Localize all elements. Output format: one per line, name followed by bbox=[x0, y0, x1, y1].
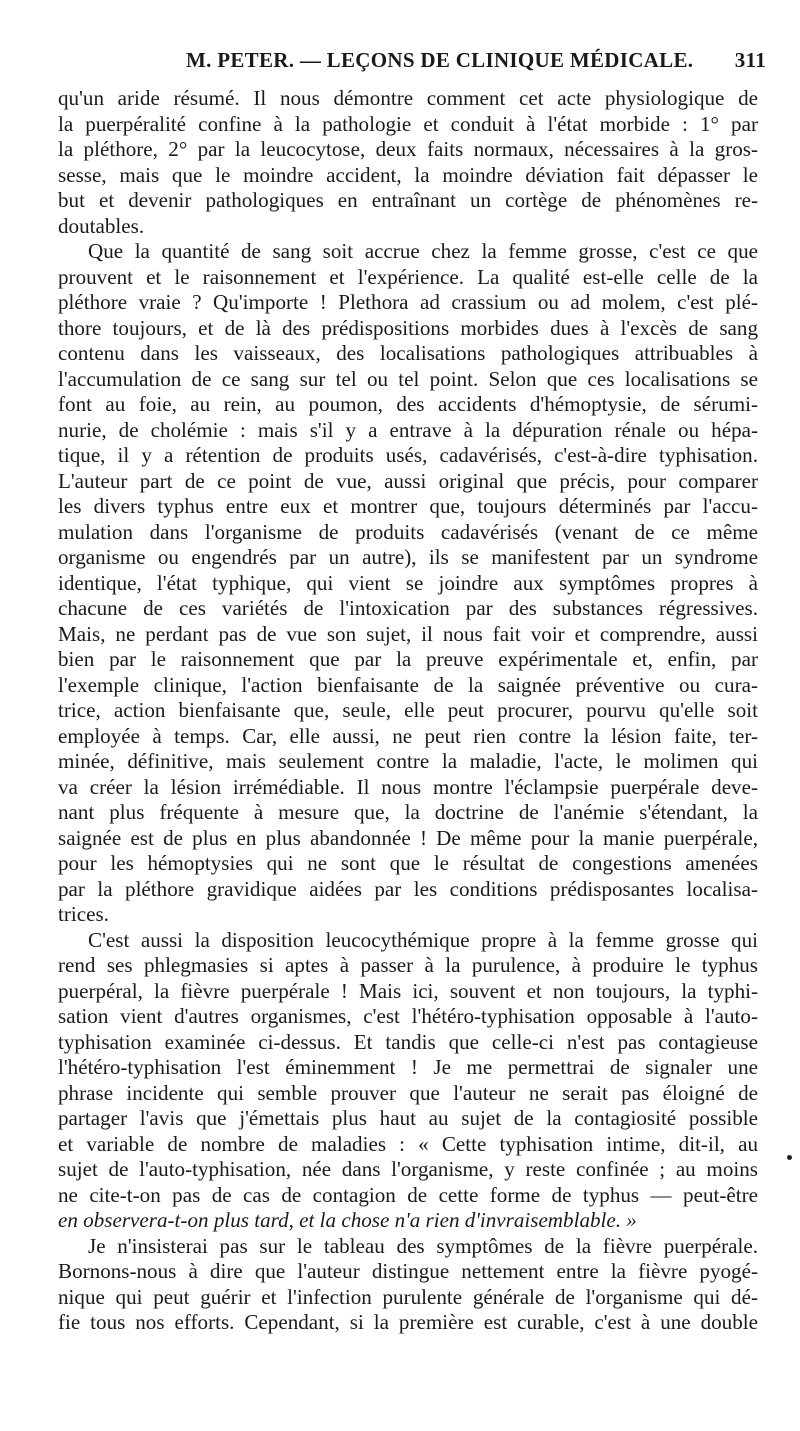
text-line: et variable de nombre de maladies : « Cette typhisation intime, dit-il, au bbox=[58, 1131, 758, 1156]
margin-ink-dot bbox=[787, 1155, 792, 1160]
text-line: bien par le raisonnement que par la preuve expérimentale et, enfin, par bbox=[58, 647, 758, 671]
running-header bbox=[58, 48, 766, 78]
text-line: l'accumulation de ce sang sur tel ou tel point. Selon que ces localisations se bbox=[58, 366, 758, 391]
text-line: partager l'avis que j'émettais plus haut au sujet de la contagiosité possible bbox=[58, 1106, 758, 1130]
text-line: trices. bbox=[58, 902, 109, 926]
text-line: Bornons-nous à dire que l'auteur distingue nettement entre la fièvre pyogé- bbox=[58, 1259, 758, 1283]
text-line: en observera-t-on plus tard, et la chose n'a rien d'invraisemblable. » bbox=[58, 1208, 637, 1232]
text-line: la pléthore, 2° par la leucocytose, deux faits normaux, nécessaires à la gros- bbox=[58, 137, 758, 161]
text-line: ne cite-t-on pas de cas de contagion de cette forme de typhus — peut-être bbox=[58, 1182, 758, 1207]
text-line: qu'un aride résumé. Il nous démontre comment cet acte physiologique de bbox=[58, 86, 758, 110]
text-line: employée à temps. Car, elle aussi, ne peut rien contre la lésion faite, ter- bbox=[58, 723, 758, 748]
text-line: sation vient d'autres organismes, c'est l'hétéro-typhisation opposable à l'auto- bbox=[58, 1004, 758, 1028]
page-number: 311 bbox=[734, 48, 766, 72]
text-line: pour les hémoptysies qui ne sont que le résultat de congestions amenées bbox=[58, 851, 758, 875]
text-line: doutables. bbox=[58, 213, 145, 238]
text-line: puerpéral, la fièvre puerpérale ! Mais ici, souvent et non toujours, la typhi- bbox=[58, 978, 758, 1003]
text-line: Je n'insisterai pas sur le tableau des symptômes de la fièvre puerpérale. bbox=[88, 1233, 758, 1258]
text-line: mulation dans l'organisme de produits cadavérisés (venant de ce même bbox=[58, 519, 758, 544]
text-line: organisme ou engendrés par un autre), ils se manifestent par un syndrome bbox=[58, 545, 758, 569]
text-line: thore toujours, et de là des prédispositions morbides dues à l'excès de sang bbox=[58, 315, 758, 340]
text-line: typhisation examinée ci-dessus. Et tandis que celle-ci n'est pas contagieuse bbox=[58, 1029, 758, 1054]
text-line: contenu dans les vaisseaux, des localisations pathologiques attribuables à bbox=[58, 341, 758, 365]
text-line: L'auteur part de ce point de vue, aussi original que précis, pour comparer bbox=[58, 468, 758, 493]
text-line: font au foie, au rein, au poumon, des accidents d'hémoptysie, de sérumi- bbox=[58, 392, 758, 416]
text-line: sesse, mais que le moindre accident, la moindre déviation fait dépasser le bbox=[58, 162, 758, 187]
text-line: Mais, ne perdant pas de vue son sujet, il nous fait voir et comprendre, aussi bbox=[58, 621, 758, 646]
text-line: pléthore vraie ? Qu'importe ! Plethora ad crassium ou ad molem, c'est plé- bbox=[58, 290, 758, 314]
text-line: phrase incidente qui semble prouver que l'auteur ne serait pas éloigné de bbox=[58, 1080, 758, 1105]
text-line: fie tous nos efforts. Cependant, si la première est curable, c'est à une double bbox=[58, 1310, 758, 1334]
text-line: va créer la lésion irrémédiable. Il nous montre l'éclampsie puerpérale deve- bbox=[58, 774, 758, 799]
text-line: nique qui peut guérir et l'infection purulente générale de l'organisme qui dé- bbox=[58, 1284, 758, 1309]
text-line: tique, il y a rétention de produits usés, cadavérisés, c'est-à-dire typhisation. bbox=[58, 443, 758, 467]
text-line: minée, définitive, mais seulement contre la maladie, l'acte, le molimen qui bbox=[58, 749, 758, 773]
text-line: chacune de ces variétés de l'intoxication par des substances régressives. bbox=[58, 596, 758, 620]
text-line: identique, l'état typhique, qui vient se joindre aux symptômes propres à bbox=[58, 570, 758, 595]
text-line: C'est aussi la disposition leucocythémique propre à la femme grosse qui bbox=[88, 927, 758, 952]
text-line: trice, action bienfaisante que, seule, elle peut procurer, pourvu qu'elle soit bbox=[58, 698, 758, 722]
text-line: Que la quantité de sang soit accrue chez la femme grosse, c'est ce que bbox=[88, 239, 758, 263]
text-line: but et devenir pathologiques en entraînant un cortège de phénomènes re- bbox=[58, 188, 758, 212]
text-line: nant plus fréquente à mesure que, la doctrine de l'anémie s'étendant, la bbox=[58, 800, 758, 824]
book-page bbox=[58, 48, 766, 1336]
body-text bbox=[58, 86, 758, 1336]
text-line: rend ses phlegmasies si aptes à passer à la purulence, à produire le typhus bbox=[58, 953, 758, 977]
text-line: saignée est de plus en plus abandonnée ! De même pour la manie puerpérale, bbox=[58, 825, 758, 850]
text-line: l'exemple clinique, l'action bienfaisante de la saignée préventive ou cura- bbox=[58, 672, 758, 697]
text-line: nurie, de cholémie : mais s'il y a entrave à la dépuration rénale ou hépa- bbox=[58, 417, 758, 442]
text-line: les divers typhus entre eux et montrer que, toujours déterminés par l'accu- bbox=[58, 494, 758, 518]
text-line: par la pléthore gravidique aidées par les conditions prédisposantes localisa- bbox=[58, 876, 758, 901]
text-line: l'hétéro-typhisation l'est éminemment ! Je me permettrai de signaler une bbox=[58, 1055, 758, 1079]
text-line: la puerpéralité confine à la pathologie et conduit à l'état morbide : 1° par bbox=[58, 111, 758, 136]
text-line: prouvent et le raisonnement et l'expérience. La qualité est-elle celle de la bbox=[58, 264, 758, 289]
running-title: M. PETER. — LEÇONS DE CLINIQUE MÉDICALE. bbox=[186, 48, 694, 72]
text-line: sujet de l'auto-typhisation, née dans l'organisme, y reste confinée ; au moins bbox=[58, 1157, 758, 1181]
